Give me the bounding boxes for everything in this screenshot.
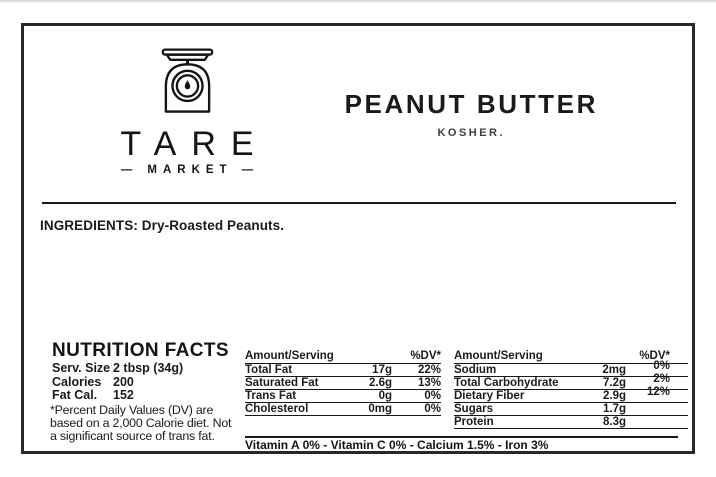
nutrient-name: Cholesterol (245, 402, 309, 415)
nutrient-amount: 17g (372, 363, 392, 376)
dv-footnote (50, 404, 250, 444)
serving-value: 152 (113, 388, 134, 403)
nutrient-amount: 8.3g (602, 415, 626, 428)
nutrient-amount: 7.2g (602, 376, 626, 389)
nutrient-name: Sugars (454, 402, 493, 415)
nutrient-row (245, 403, 441, 416)
label-frame (21, 23, 695, 454)
serving-label: Fat Cal. (52, 388, 98, 403)
vitamins-line: Vitamin A 0% - Vitamin C 0% - Calcium 1.5% - Iron 3% (245, 438, 549, 452)
nutrient-name: Trans Fat (245, 389, 297, 402)
nutrient-amount: 2mg (602, 363, 626, 376)
brand-block (87, 48, 287, 178)
dash-left: — (120, 164, 133, 176)
nutrient-name: Protein (454, 415, 494, 428)
nutrient-amount: 0mg (368, 402, 392, 415)
product-title: PEANUT BUTTER (344, 89, 598, 119)
dash-right: — (241, 164, 254, 176)
header-amount-serving: Amount/Serving (454, 350, 543, 362)
nutrient-name: Total Fat (245, 363, 293, 376)
table-header (245, 350, 441, 364)
nutrient-name: Saturated Fat (245, 376, 319, 389)
serving-label: Serv. Size (52, 361, 111, 375)
nutrient-dv: 0% (653, 360, 670, 372)
footnote-line: a significant source of trans fat. (50, 429, 215, 444)
header-divider (42, 202, 676, 204)
footnote-line: *Percent Daily Values (DV) are (50, 403, 214, 417)
brand-name: TARE (120, 125, 269, 163)
kitchen-scale-icon (158, 48, 217, 113)
serving-value: 200 (113, 374, 134, 389)
nutrient-dv: 2% (653, 373, 670, 385)
nutrient-row (454, 386, 688, 403)
nutrient-dv: 22% (417, 363, 441, 376)
nutrient-amount: 2.6g (368, 376, 392, 389)
serving-label: Calories (52, 374, 102, 389)
nutrient-name: Dietary Fiber (454, 389, 525, 402)
nutrient-row (245, 377, 441, 390)
nutrient-row (245, 364, 441, 377)
nutrient-name: Sodium (454, 363, 497, 376)
header-dv: %DV* (410, 350, 441, 362)
brand-market-label: MARKET (147, 164, 233, 176)
nutrient-row (454, 416, 688, 429)
header-dv: %DV* (639, 350, 670, 362)
serving-value: 2 tbsp (34g) (113, 361, 184, 375)
nutrition-table (245, 350, 688, 451)
product-block (320, 89, 620, 140)
nutrition-col-left (245, 350, 441, 416)
nutrient-row (245, 390, 441, 403)
ingredients-text: INGREDIENTS: Dry-Roasted Peanuts. (40, 218, 285, 233)
nutrient-amount: 2.9g (602, 389, 626, 402)
nutrient-amount: 0g (378, 389, 392, 402)
nutrition-col-right (454, 350, 688, 429)
header-amount-serving: Amount/Serving (245, 350, 334, 362)
nutrient-dv: 13% (417, 376, 441, 389)
serving-row (52, 362, 242, 376)
footnote-line: based on a 2,000 Calorie diet. Not (50, 416, 232, 431)
nutrient-name: Total Carbohydrate (454, 376, 559, 389)
nutrient-amount: 1.7g (602, 402, 626, 415)
nutrition-facts-heading: NUTRITION FACTS (52, 340, 229, 361)
brand-subname (87, 164, 287, 178)
product-subtitle: KOSHER. (437, 127, 506, 140)
nutrient-dv: 0% (424, 389, 441, 402)
nutrient-row (454, 403, 688, 416)
nutrient-dv: 0% (424, 402, 441, 415)
serving-row (52, 376, 242, 390)
serving-row (52, 389, 242, 403)
serving-info (52, 362, 242, 403)
nutrient-dv: 12% (646, 386, 670, 398)
page-top-edge (0, 0, 716, 3)
